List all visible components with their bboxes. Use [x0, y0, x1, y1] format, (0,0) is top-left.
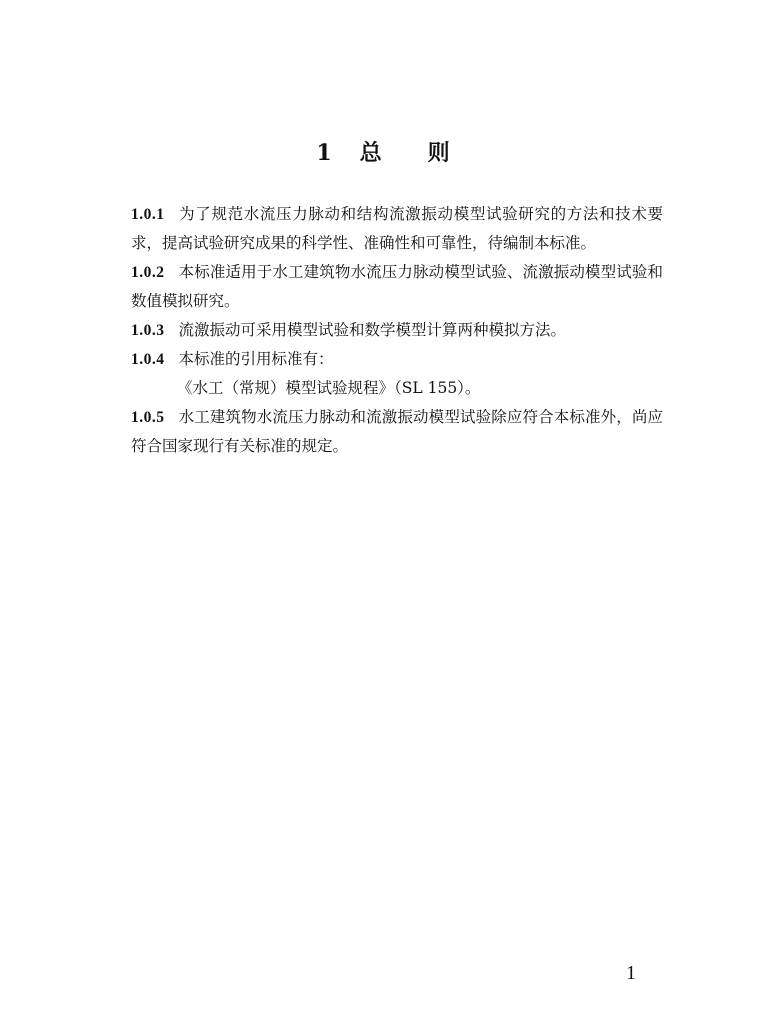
chapter-title	[0, 136, 768, 167]
clause-number: 1.0.4	[131, 351, 165, 368]
clause-list	[131, 200, 663, 461]
clause-number: 1.0.1	[131, 206, 165, 223]
page-number: 1	[626, 962, 636, 984]
clause-1-0-1	[131, 200, 663, 258]
clause-number: 1.0.3	[131, 322, 165, 339]
referenced-standard: 《水工（常规）模型试验规程》（SL 155）。	[177, 379, 481, 397]
clause-1-0-2	[131, 258, 663, 316]
chapter-number: 1	[316, 140, 334, 166]
clause-text: 流激振动可采用模型试验和数学模型计算两种模拟方法。	[178, 321, 567, 339]
chapter-title-char-2: 则	[427, 140, 452, 166]
clause-number: 1.0.2	[131, 264, 165, 281]
clause-1-0-4	[131, 345, 663, 374]
clause-text: 本标准的引用标准有：	[178, 350, 334, 368]
clause-1-0-5	[131, 403, 663, 461]
clause-number: 1.0.5	[131, 409, 165, 426]
clause-text: 本标准适用于水工建筑物水流压力脉动模型试验、流激振动模型试验和数值模拟研究。	[131, 263, 663, 310]
clause-1-0-3	[131, 316, 663, 345]
clause-text: 水工建筑物水流压力脉动和流激振动模型试验除应符合本标准外，尚应符合国家现行有关标准的规定。	[131, 408, 663, 455]
chapter-title-char-1: 总	[359, 140, 384, 166]
clause-text: 为了规范水流压力脉动和结构流激振动模型试验研究的方法和技术要求，提高试验研究成果的科学性、准确性和可靠性，待编制本标准。	[131, 205, 663, 252]
